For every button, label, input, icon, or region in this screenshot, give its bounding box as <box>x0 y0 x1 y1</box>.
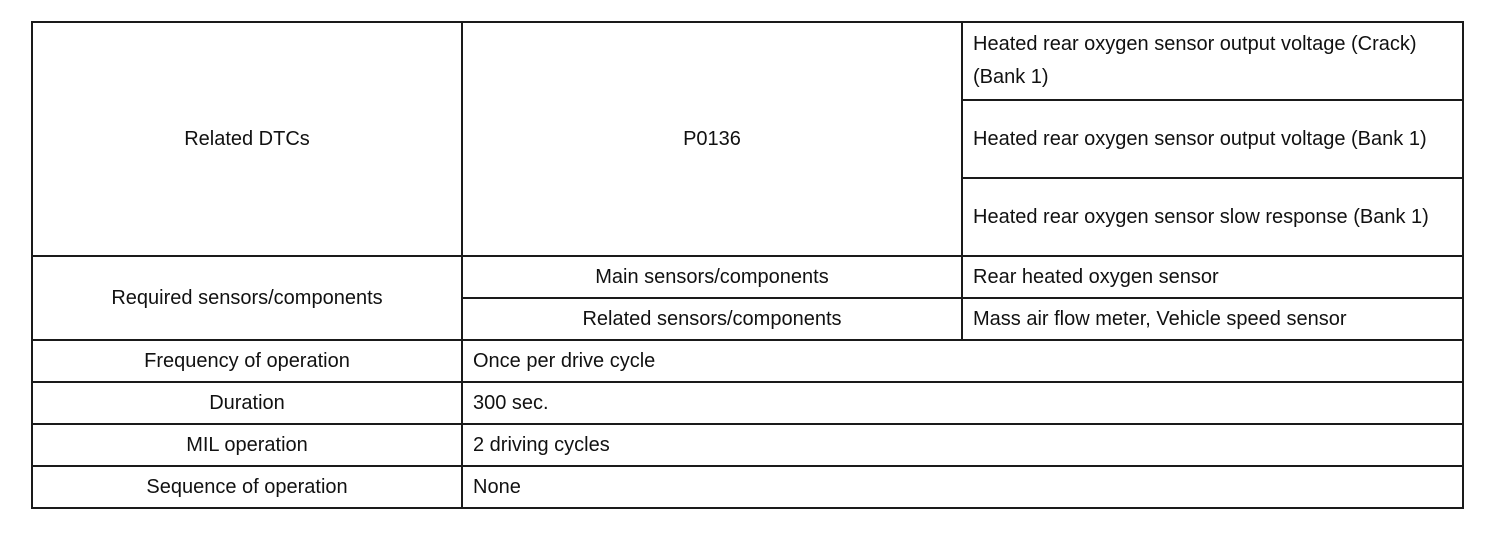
dtc-description: Heated rear oxygen sensor output voltage (Bank 1) <box>962 100 1463 178</box>
dtc-description: Heated rear oxygen sensor slow response (Bank 1) <box>962 178 1463 256</box>
table-row <box>32 340 1463 382</box>
main-sensors-label: Main sensors/components <box>462 256 962 298</box>
duration-value: 300 sec. <box>462 382 1463 424</box>
frequency-label: Frequency of operation <box>32 340 462 382</box>
table-row <box>32 22 1463 100</box>
sequence-label: Sequence of operation <box>32 466 462 508</box>
main-sensors-value: Rear heated oxygen sensor <box>962 256 1463 298</box>
related-sensors-value: Mass air flow meter, Vehicle speed sensor <box>962 298 1463 340</box>
related-sensors-label: Related sensors/components <box>462 298 962 340</box>
required-sensors-label: Required sensors/components <box>32 256 462 340</box>
dtc-spec-table <box>31 21 1464 509</box>
duration-label: Duration <box>32 382 462 424</box>
dtc-code: P0136 <box>462 22 962 256</box>
table-row <box>32 466 1463 508</box>
related-dtcs-label: Related DTCs <box>32 22 462 256</box>
table-row <box>32 382 1463 424</box>
sequence-value: None <box>462 466 1463 508</box>
table-row <box>32 256 1463 298</box>
mil-operation-label: MIL operation <box>32 424 462 466</box>
mil-operation-value: 2 driving cycles <box>462 424 1463 466</box>
table-row <box>32 424 1463 466</box>
dtc-description: Heated rear oxygen sensor output voltage (Crack) (Bank 1) <box>962 22 1463 100</box>
frequency-value: Once per drive cycle <box>462 340 1463 382</box>
